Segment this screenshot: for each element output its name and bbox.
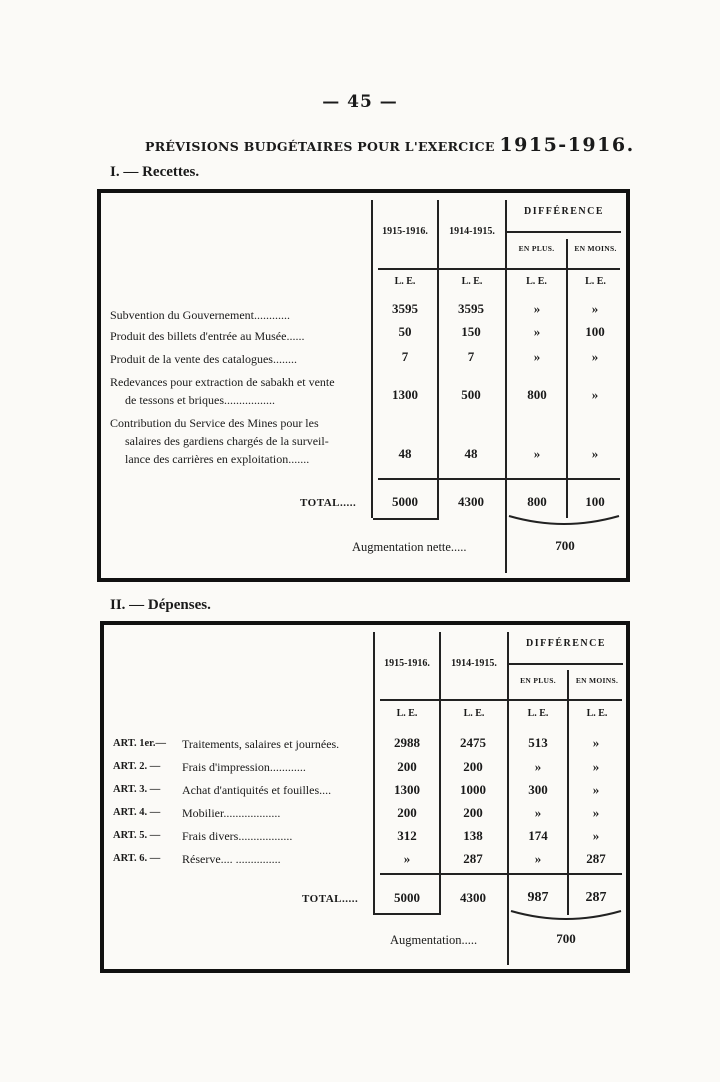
depenses-cell: 287 xyxy=(586,851,606,866)
depenses-cell: 287 xyxy=(463,851,483,866)
recettes-col-moins: EN MOINS. xyxy=(574,244,617,253)
recettes-cell: » xyxy=(591,301,599,316)
depenses-net-label: Augmentation..... xyxy=(390,933,478,947)
recettes-row-label: de tessons et briques................. xyxy=(125,393,275,407)
depenses-col-diff: DIFFÉRENCE xyxy=(525,638,606,649)
depenses-cell: 200 xyxy=(463,759,483,774)
recettes-title: I. — Recettes. xyxy=(110,164,200,180)
recettes-cell: 48 xyxy=(464,446,478,461)
recettes-cell: 50 xyxy=(398,324,412,339)
depenses-cell: » xyxy=(534,759,542,774)
depenses-article: ART. 2. — xyxy=(113,761,161,772)
depenses-total-cell: 4300 xyxy=(460,890,486,905)
depenses-cell: » xyxy=(592,828,600,843)
page-number: — 45 — xyxy=(322,92,398,112)
heading-text: PRÉVISIONS BUDGÉTAIRES POUR L'EXERCICE xyxy=(145,139,495,154)
recettes-row-label: Redevances pour extraction de sabakh et vente xyxy=(110,375,335,389)
depenses-unit: L. E. xyxy=(527,708,549,719)
depenses-cell: 200 xyxy=(397,805,417,820)
depenses-row-label: Traitements, salaires et journées. xyxy=(182,737,340,751)
recettes-cell: » xyxy=(533,446,541,461)
recettes-cell: » xyxy=(533,324,541,339)
recettes-cell: 48 xyxy=(398,446,412,461)
depenses-cell: » xyxy=(403,851,411,866)
depenses-total-cell: 5000 xyxy=(394,890,420,905)
depenses-cell: 174 xyxy=(528,828,548,843)
recettes-row-label: Produit de la vente des catalogues........ xyxy=(110,352,297,366)
depenses-article: ART. 1er.— xyxy=(113,738,167,749)
depenses-cell: 1000 xyxy=(460,782,486,797)
depenses-cell: » xyxy=(534,851,542,866)
depenses-cell: 312 xyxy=(397,828,417,843)
depenses-row-label: Mobilier................... xyxy=(182,806,281,820)
depenses-cell: 200 xyxy=(397,759,417,774)
recettes-row-label: Produit des billets d'entrée au Musée...... xyxy=(110,329,305,343)
depenses-cell: » xyxy=(592,759,600,774)
recettes-unit: L. E. xyxy=(394,276,416,287)
depenses-cell: 200 xyxy=(463,805,483,820)
depenses-brace xyxy=(509,909,623,923)
depenses-article: ART. 3. — xyxy=(113,784,161,795)
depenses-cell: » xyxy=(534,805,542,820)
recettes-total-cell: 5000 xyxy=(392,494,418,509)
depenses-col-moins: EN MOINS. xyxy=(575,676,619,685)
recettes-col-y2: 1914-1915. xyxy=(449,226,495,237)
recettes-row-label: lance des carrières en exploitation....... xyxy=(125,452,310,466)
recettes-total-cell: 800 xyxy=(527,494,547,509)
recettes-col-y1: 1915-1916. xyxy=(382,226,428,237)
depenses-title: II. — Dépenses. xyxy=(110,597,211,613)
depenses-total-cell: 987 xyxy=(527,890,549,905)
depenses-col-y1: 1915-1916. xyxy=(384,658,430,669)
depenses-unit: L. E. xyxy=(463,708,485,719)
recettes-cell: 7 xyxy=(467,349,475,364)
recettes-unit: L. E. xyxy=(526,276,547,287)
recettes-cell: 100 xyxy=(585,324,605,339)
depenses-cell: 1300 xyxy=(394,782,420,797)
recettes-col-plus: EN PLUS. xyxy=(518,244,555,253)
heading-years: 1915-1916. xyxy=(499,134,635,156)
recettes-cell: » xyxy=(533,301,541,316)
recettes-unit: L. E. xyxy=(461,276,483,287)
recettes-cell: » xyxy=(591,387,599,402)
depenses-net-value: 700 xyxy=(556,931,576,946)
recettes-brace xyxy=(507,514,621,528)
recettes-cell: » xyxy=(533,349,541,364)
depenses-cell: 138 xyxy=(463,828,483,843)
recettes-cell: 3595 xyxy=(458,301,484,316)
depenses-row-label: Frais divers.................. xyxy=(182,829,293,843)
recettes-cell: 3595 xyxy=(392,301,418,316)
depenses-col-plus: EN PLUS. xyxy=(520,676,556,685)
depenses-article: ART. 5. — xyxy=(113,830,161,841)
recettes-net-value: 700 xyxy=(555,538,575,553)
recettes-row-label: Subvention du Gouvernement............ xyxy=(110,308,290,322)
recettes-cell: » xyxy=(591,446,599,461)
recettes-row-label: salaires des gardiens chargés de la surveil- xyxy=(125,434,329,448)
page-heading xyxy=(145,134,635,156)
depenses-cell: 513 xyxy=(528,735,548,750)
recettes-cell: 1300 xyxy=(392,387,418,402)
recettes-row-label: Contribution du Service des Mines pour les xyxy=(110,416,319,430)
depenses-cell: » xyxy=(592,782,600,797)
depenses-cell: 2988 xyxy=(394,735,420,750)
recettes-total-cell: 4300 xyxy=(458,494,484,509)
recettes-total-cell: 100 xyxy=(585,494,605,509)
recettes-cell: » xyxy=(591,349,599,364)
depenses-article: ART. 4. — xyxy=(113,807,161,818)
recettes-cell: 800 xyxy=(527,387,547,402)
recettes-col-diff: DIFFÉRENCE xyxy=(523,206,604,217)
depenses-unit: L. E. xyxy=(396,708,418,719)
recettes-cell: 7 xyxy=(401,349,409,364)
depenses-row-label: Achat d'antiquités et fouilles.... xyxy=(182,783,332,797)
depenses-cell: » xyxy=(592,735,600,750)
recettes-cell: 150 xyxy=(461,324,481,339)
depenses-total-label: TOTAL..... xyxy=(302,893,359,905)
depenses-row-label: Frais d'impression............ xyxy=(182,760,306,774)
depenses-row-label: Réserve.... ............... xyxy=(182,852,281,866)
depenses-cell: 300 xyxy=(528,782,548,797)
recettes-total-label: TOTAL..... xyxy=(300,497,357,509)
depenses-unit: L. E. xyxy=(586,708,608,719)
depenses-cell: » xyxy=(592,805,600,820)
depenses-total-cell: 287 xyxy=(585,890,607,905)
depenses-col-y2: 1914-1915. xyxy=(451,658,497,669)
recettes-unit: L. E. xyxy=(585,276,606,287)
recettes-net-label: Augmentation nette..... xyxy=(352,540,467,554)
recettes-cell: 500 xyxy=(461,387,481,402)
depenses-cell: 2475 xyxy=(460,735,486,750)
depenses-article: ART. 6. — xyxy=(113,853,161,864)
